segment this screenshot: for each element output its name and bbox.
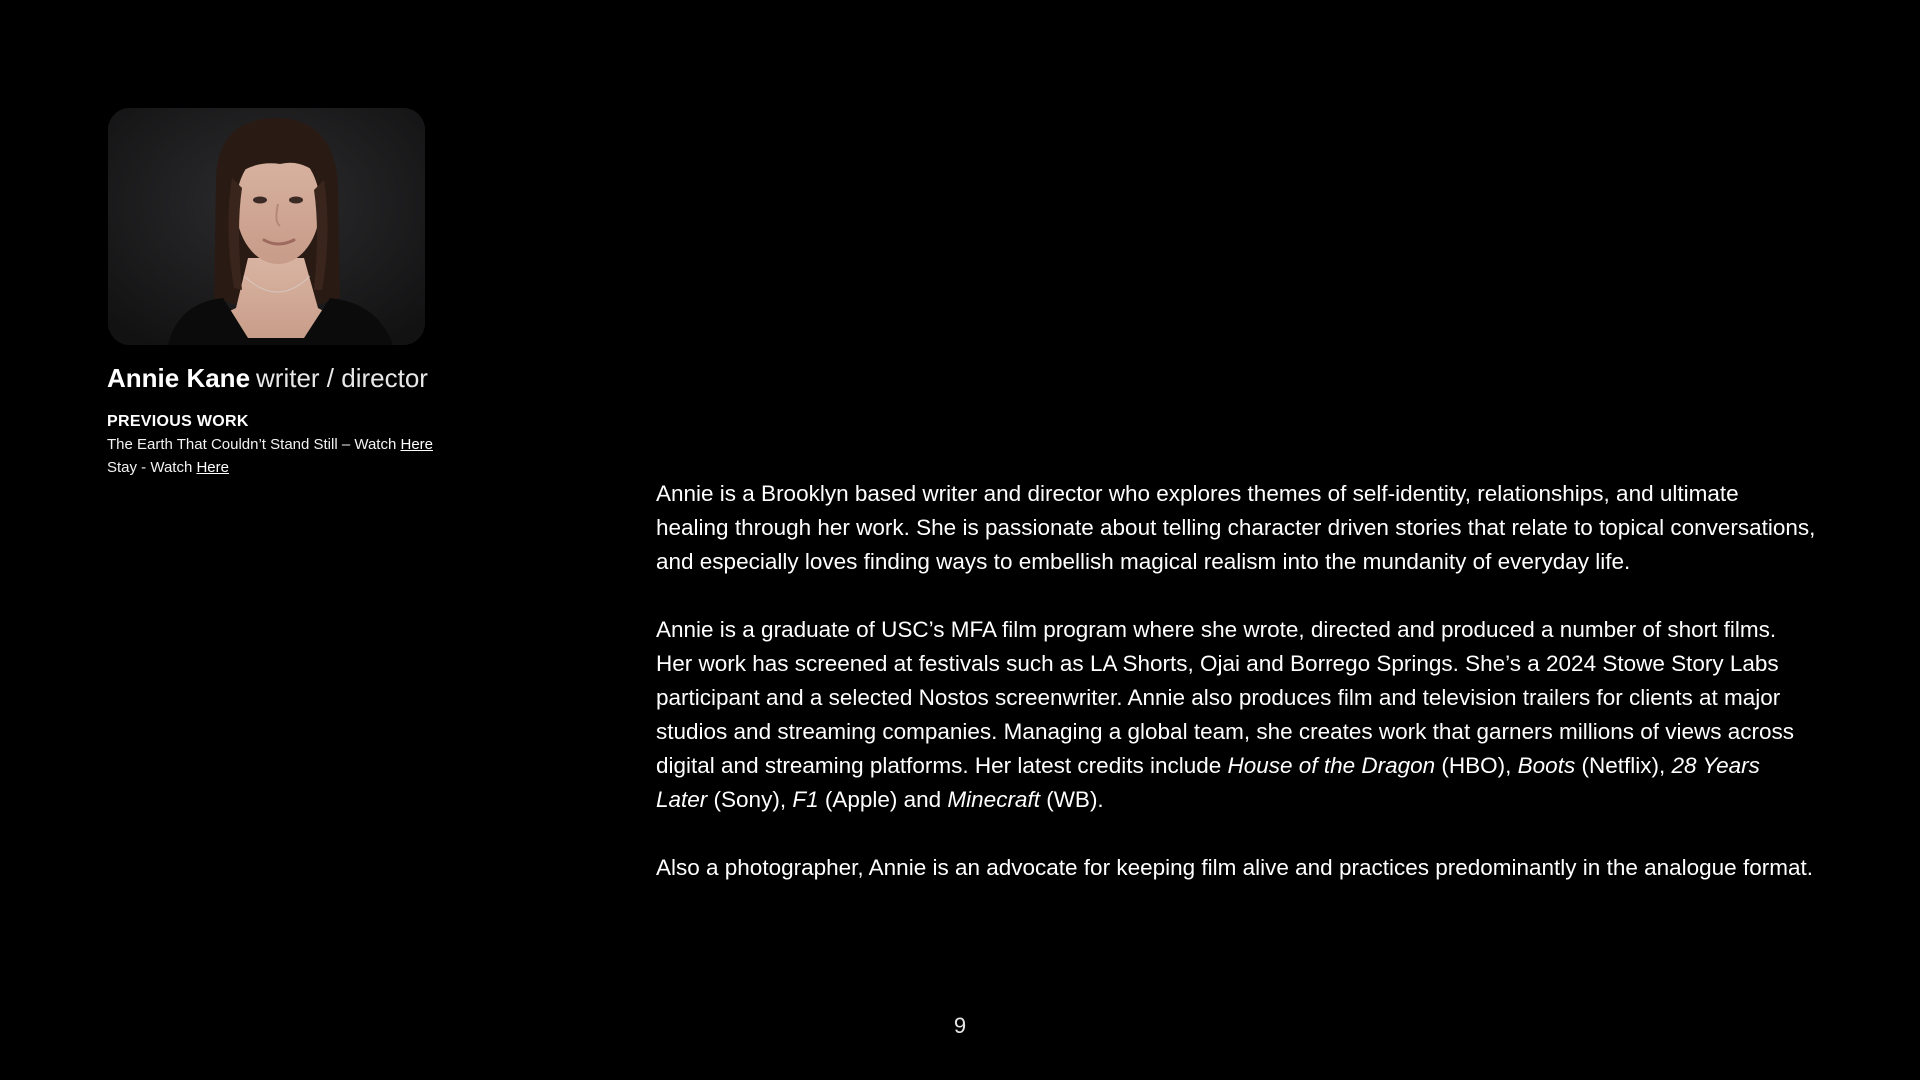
bio-text (656, 477, 1816, 885)
credit-title: Boots (1517, 753, 1576, 778)
previous-work-item (107, 435, 433, 455)
credit-title: House of the Dragon (1227, 753, 1436, 778)
work-title: The Earth That Couldn’t Stand Still – Watch (107, 436, 401, 453)
portrait-photo (108, 108, 425, 345)
credit-title: F1 (792, 787, 819, 812)
person-name: Annie Kane (107, 363, 251, 393)
credit-studio: (Apple) and (818, 787, 948, 812)
credit-studio: (WB). (1039, 787, 1104, 812)
work-title: Stay - Watch (107, 459, 197, 476)
person-role: writer / director (256, 363, 428, 393)
credit-studio: (Netflix), (1575, 753, 1672, 778)
previous-work-heading: PREVIOUS WORK (107, 413, 249, 430)
bio-paragraph-3: Also a photographer, Annie is an advocate for keeping film alive and practices predominantly in the analogue format. (656, 855, 1813, 880)
credit-studio: (Sony), (707, 787, 793, 812)
credit-studio: (HBO), (1435, 753, 1518, 778)
watch-link[interactable]: Here (400, 436, 433, 453)
name-heading (107, 362, 428, 394)
credit-title: 28 Years Later (656, 753, 1760, 812)
previous-work-item (107, 458, 229, 478)
watch-link[interactable]: Here (196, 459, 229, 476)
bio-text-run: Annie is a graduate of USC’s MFA film program where she wrote, directed and produced a number of short films. Her work has screened at festivals such as LA Shorts, Ojai and Borrego Springs. She’s a 2024 Stowe Story Labs participant and a selected Nostos screenwriter. Annie also produces film and television trailers for clients at major studios and streaming companies. Managing a global team, she creates work that garners millions of views across digital and streaming platforms. Her latest credits include (656, 617, 1795, 778)
credit-title: Minecraft (947, 787, 1040, 812)
bio-paragraph-2 (656, 613, 1816, 817)
page-number: 9 (953, 1013, 967, 1038)
bio-paragraph-1: Annie is a Brooklyn based writer and director who explores themes of self-identity, relationships, and ultimate healing through her work. She is passionate about telling character driven stories that relate to topical conversations, and especially loves finding ways to embellish magical realism into the mundanity of everyday life. (656, 481, 1816, 574)
